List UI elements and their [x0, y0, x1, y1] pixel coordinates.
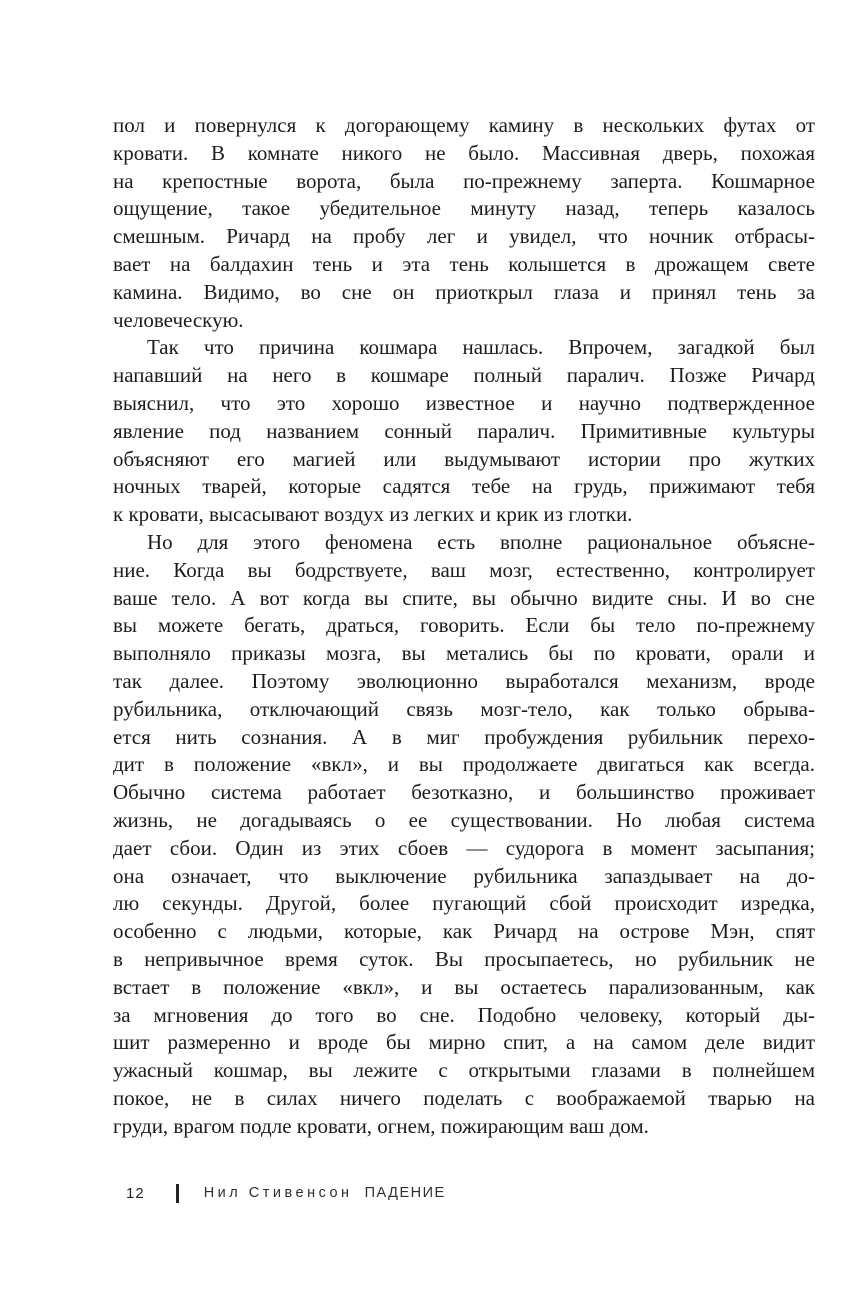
text-line: вает на балдахин тень и эта тень колышется в дрожащем свете: [113, 251, 815, 276]
text-line: покое, не в силах ничего поделать с воображаемой тварью на: [113, 1085, 815, 1110]
text-line: выполняло приказы мозга, вы метались бы по кровати, орали и: [113, 641, 815, 666]
text-line: Но для этого феномена есть вполне рациональное объясне-: [147, 529, 815, 554]
text-line: объясняют его магией или выдумывают истории про жутких: [113, 446, 815, 471]
body-text: [113, 112, 815, 1140]
text-line: Так что причина кошмара нашлась. Впрочем, загадкой был: [147, 335, 815, 360]
page-number: 12: [126, 1184, 145, 1202]
text-line: так далее. Поэтому эволюционно выработался механизм, вроде: [113, 668, 815, 693]
text-line: жизнь, не догадываясь о ее существовании. Но любая система: [113, 807, 815, 832]
text-line: груди, врагом подле кровати, огнем, пожирающим ваш дом.: [113, 1113, 649, 1138]
text-line: ется нить сознания. А в миг пробуждения рубильник перехо-: [113, 724, 815, 749]
text-line: ночных тварей, которые садятся тебе на грудь, прижимают тебя: [113, 474, 815, 499]
text-line: лю секунды. Другой, более пугающий сбой происходит изредка,: [113, 891, 815, 916]
text-line: встает в положение «вкл», и вы остаетесь парализованным, как: [113, 974, 815, 999]
text-line: в непривычное время суток. Вы просыпаетесь, но рубильник не: [113, 946, 815, 971]
book-title: ПАДЕНИЕ: [364, 1185, 446, 1201]
footer-separator-bar: [176, 1184, 179, 1203]
paragraph: [113, 529, 815, 1141]
text-line: к кровати, высасывают воздух из легких и крик из глотки.: [113, 502, 633, 527]
text-line: дит в положение «вкл», и вы продолжаете двигаться как всегда.: [113, 752, 815, 777]
paragraph: [113, 112, 815, 334]
page-footer: [126, 1181, 446, 1205]
text-line: ощущение, такое убедительное минуту назад, теперь казалось: [113, 196, 815, 221]
text-line: смешным. Ричард на пробу лег и увидел, что ночник отбрасы-: [113, 224, 815, 249]
text-line: Обычно система работает безотказно, и большинство проживает: [113, 780, 815, 805]
text-line: кровати. В комнате никого не было. Массивная дверь, похожая: [113, 140, 815, 165]
text-line: ние. Когда вы бодрствуете, ваш мозг, естественно, контролирует: [113, 557, 815, 582]
text-line: пол и повернулся к догорающему камину в нескольких футах от: [113, 113, 815, 137]
book-author: Нил Стивенсон: [203, 1185, 353, 1201]
paragraph: [113, 334, 815, 529]
text-line: явление под названием сонный паралич. Примитивные культуры: [113, 418, 815, 443]
text-line: камина. Видимо, во сне он приоткрыл глаза и принял тень за: [113, 279, 815, 304]
text-line: за мгновения до того во сне. Подобно человеку, который ды-: [113, 1002, 815, 1027]
text-line: она означает, что выключение рубильника запаздывает на до-: [113, 863, 815, 888]
text-line: ваше тело. А вот когда вы спите, вы обычно видите сны. И во сне: [113, 585, 815, 610]
text-line: вы можете бегать, драться, говорить. Если бы тело по-прежнему: [113, 613, 815, 638]
text-line: на крепостные ворота, была по-прежнему заперта. Кошмарное: [113, 168, 815, 193]
text-line: рубильника, отключающий связь мозг-тело, как только обрыва-: [113, 696, 815, 721]
text-line: выяснил, что это хорошо известное и научно подтвержденное: [113, 390, 815, 415]
text-line: напавший на него в кошмаре полный паралич. Позже Ричард: [113, 363, 815, 388]
text-line: дает сбои. Один из этих сбоев — судорога в момент засыпания;: [113, 835, 815, 860]
text-line: человеческую.: [113, 307, 244, 332]
text-line: ужасный кошмар, вы лежите с открытыми глазами в полнейшем: [113, 1058, 815, 1083]
text-line: шит размеренно и вроде бы мирно спит, а на самом деле видит: [113, 1030, 815, 1055]
text-line: особенно с людьми, которые, как Ричард на острове Мэн, спят: [113, 919, 815, 944]
